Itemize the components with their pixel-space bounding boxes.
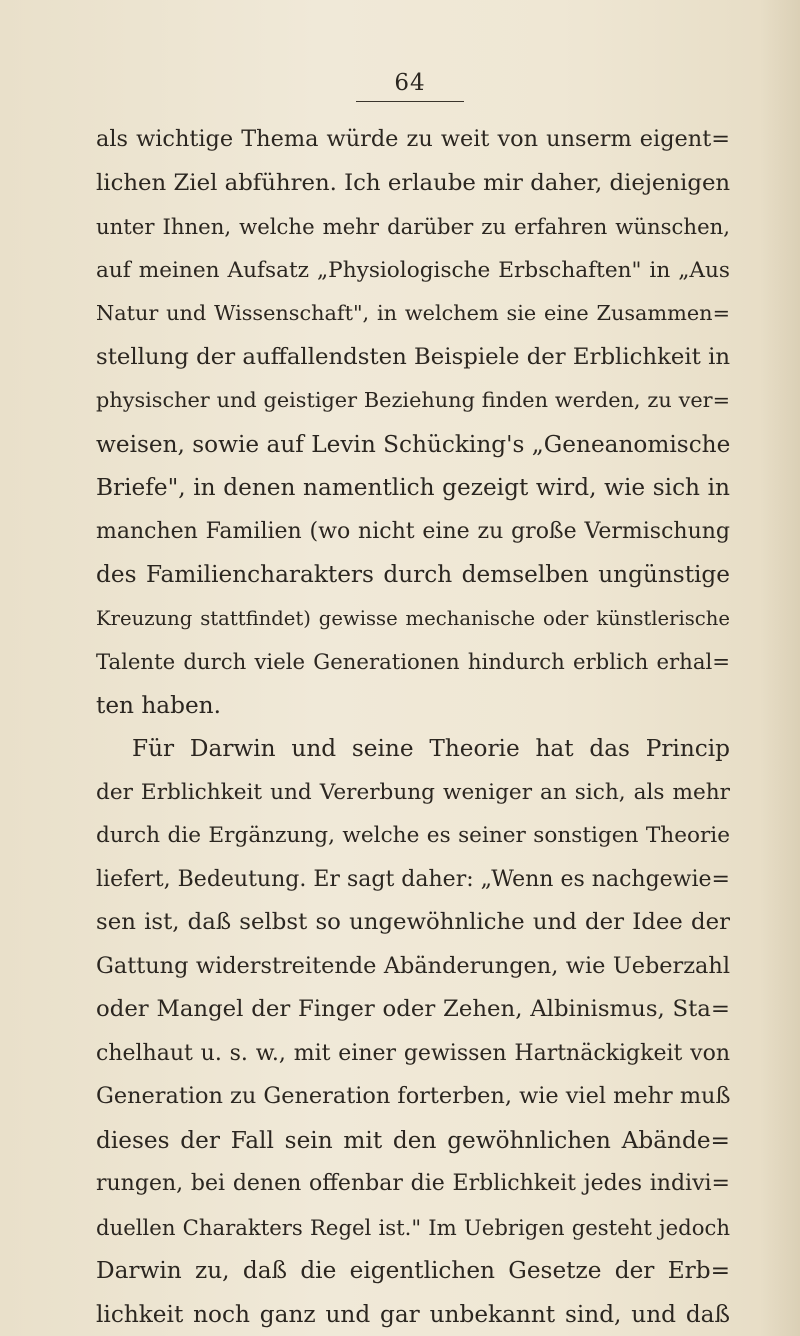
text-line: des Familiencharakters durch demselben ungünstige — [96, 561, 730, 588]
text-line: Darwin zu, daß die eigentlichen Gesetze der Erb= — [96, 1257, 730, 1284]
text-line: liefert, Bedeutung. Er sagt daher: „Wenn es nachgewie= — [96, 866, 730, 892]
text-line: ten haben. — [96, 691, 221, 719]
header-rule — [356, 101, 464, 102]
text-line: Gattung widerstreitende Abänderungen, wie Ueberzahl — [96, 952, 730, 979]
text-line: rungen, bei denen offenbar die Erblichkeit jedes indivi= — [96, 1171, 730, 1196]
page-edge-shadow — [760, 0, 800, 1336]
text-line: durch die Ergänzung, welche es seiner sonstigen Theorie — [96, 823, 730, 848]
text-line: Generation zu Generation forterben, wie viel mehr muß — [96, 1083, 730, 1109]
text-line: duellen Charakters Regel ist." Im Uebrigen gesteht jedoch — [96, 1214, 730, 1240]
text-line: Natur und Wissenschaft", in welchem sie eine Zusammen= — [96, 301, 730, 325]
text-line: chelhaut u. s. w., mit einer gewissen Hartnäckigkeit von — [96, 1040, 730, 1066]
text-line: auf meinen Aufsatz „Physiologische Erbschaften" in „Aus — [96, 257, 730, 283]
text-line: sen ist, daß selbst so ungewöhnliche und der Idee der — [96, 909, 730, 935]
text-line: stellung der auffallendsten Beispiele der Erblichkeit in — [96, 343, 730, 370]
page-number: 64 — [394, 70, 426, 96]
text-line: weisen, sowie auf Levin Schücking's „Geneanomische — [96, 430, 730, 458]
text-line: als wichtige Thema würde zu weit von unserm eigent= — [96, 126, 730, 152]
text-line: lichkeit noch ganz und gar unbekannt sind, und daß — [96, 1300, 730, 1328]
text-line: Talente durch viele Generationen hindurch erblich erhal= — [96, 649, 730, 674]
text-line: manchen Familien (wo nicht eine zu große Vermischung — [96, 518, 730, 544]
text-line: Für Darwin und seine Theorie hat das Princip — [132, 735, 730, 762]
body-text — [96, 118, 730, 1336]
text-line: oder Mangel der Finger oder Zehen, Albinismus, Sta= — [96, 996, 730, 1022]
text-line: unter Ihnen, welche mehr darüber zu erfahren wünschen, — [96, 214, 730, 239]
text-line: lichen Ziel abführen. Ich erlaube mir daher, diejenigen — [96, 169, 730, 196]
text-line: Kreuzung stattfindet) gewisse mechanische oder künstlerische — [96, 606, 730, 630]
text-line: dieses der Fall sein mit den gewöhnlichen Abände= — [96, 1126, 730, 1154]
text-line: der Erblichkeit und Vererbung weniger an sich, als mehr — [96, 779, 730, 805]
text-line: physischer und geistiger Beziehung finden werden, zu ver= — [96, 388, 730, 412]
text-line: Briefe", in denen namentlich gezeigt wird, wie sich in — [96, 474, 730, 501]
